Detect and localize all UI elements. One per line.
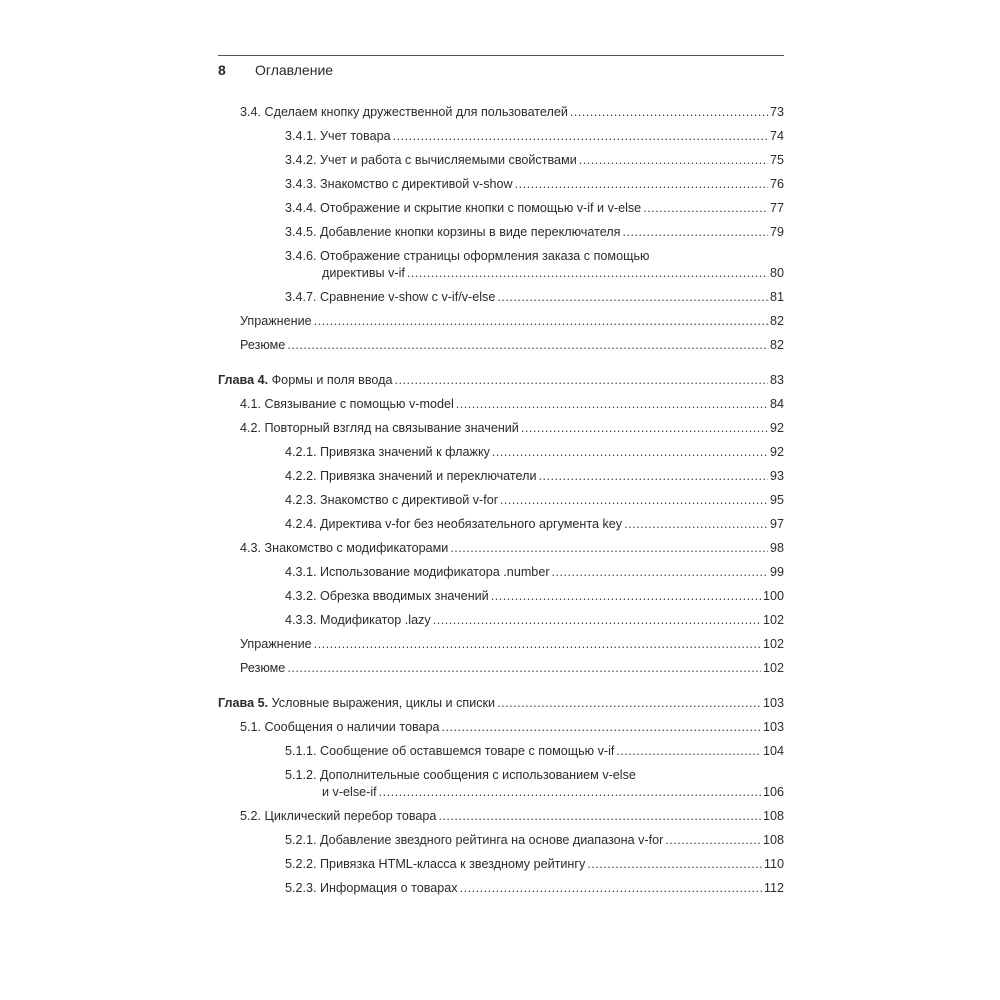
toc-entry[interactable] — [218, 196, 784, 220]
toc-page-number: 81 — [769, 290, 784, 304]
toc-entry[interactable] — [218, 804, 784, 828]
toc-entry-title: 4.2. Повторный взгляд на связывание значений — [240, 421, 519, 435]
toc-entry[interactable] — [218, 632, 784, 656]
toc-entry-title: 4.3.1. Использование модификатора .number — [285, 565, 550, 579]
toc-entry[interactable] — [218, 512, 784, 536]
toc-entry[interactable] — [218, 285, 784, 309]
dot-leader — [552, 560, 768, 584]
toc-entry-title: 3.4.5. Добавление кнопки корзины в виде переключателя — [285, 225, 621, 239]
toc-page-number: 82 — [769, 338, 784, 352]
dot-leader — [314, 309, 768, 333]
toc-entry-title: 3.4.7. Сравнение v-show с v-if/v-else — [285, 290, 496, 304]
toc-entry[interactable] — [218, 416, 784, 440]
chapter-label: Глава 4. — [218, 373, 269, 387]
dot-leader — [492, 440, 768, 464]
toc-entry-title: 4.3.3. Модификатор .lazy — [285, 613, 431, 627]
toc-entry-title: 4.3.2. Обрезка вводимых значений — [285, 589, 489, 603]
dot-leader — [497, 691, 761, 715]
dot-leader — [442, 715, 761, 739]
toc-entry[interactable] — [218, 309, 784, 333]
toc-entry-title: 4.2.2. Привязка значений и переключатели — [285, 469, 537, 483]
dot-leader — [379, 780, 761, 804]
toc-entry-title: 3.4.2. Учет и работа с вычисляемыми свойствами — [285, 153, 577, 167]
toc-page-number: 102 — [762, 613, 784, 627]
toc-entry-title: Условные выражения, циклы и списки — [271, 696, 496, 710]
toc-entry-title: 3.4. Сделаем кнопку дружественной для пользователей — [240, 105, 568, 119]
toc-entry-title: 3.4.3. Знакомство с директивой v-show — [285, 177, 513, 191]
toc-entry-title: Резюме — [240, 338, 286, 352]
toc-page-number: 100 — [762, 589, 784, 603]
toc-page-number: 92 — [769, 421, 784, 435]
dot-leader — [450, 536, 768, 560]
toc-entry-title: Упражнение — [240, 637, 312, 651]
toc-entry-title: 3.4.6. Отображение страницы оформления заказа с помощью — [285, 249, 650, 263]
toc-page-number: 84 — [769, 397, 784, 411]
dot-leader — [624, 512, 768, 536]
toc-page-number: 108 — [762, 809, 784, 823]
toc-entry[interactable] — [218, 560, 784, 584]
toc-page-number: 110 — [763, 857, 784, 871]
toc-page-number: 103 — [762, 720, 784, 734]
page-number: 8 — [218, 62, 226, 78]
toc-page-number: 79 — [769, 225, 784, 239]
dot-leader — [521, 416, 768, 440]
chapter-label: Глава 5. — [218, 696, 269, 710]
toc-page-number: 92 — [769, 445, 784, 459]
toc-page-number: 76 — [769, 177, 784, 191]
dot-leader — [287, 656, 761, 680]
toc-entry-title: 5.2.1. Добавление звездного рейтинга на основе диапазона v-for — [285, 833, 664, 847]
toc-entry[interactable] — [218, 333, 784, 357]
dot-leader — [622, 220, 768, 244]
toc-entry[interactable] — [218, 763, 784, 804]
toc-page-number: 73 — [769, 105, 784, 119]
toc-entry[interactable] — [218, 715, 784, 739]
header-rule — [218, 55, 784, 56]
toc-entry-title: 4.1. Связывание с помощью v-model — [240, 397, 454, 411]
toc-page-number: 112 — [763, 881, 784, 895]
toc-entry-title: 4.2.1. Привязка значений к флажку — [285, 445, 490, 459]
toc-entry-title: 5.2.2. Привязка HTML-класса к звездному рейтингу — [285, 857, 586, 871]
toc-page-number: 102 — [762, 637, 784, 651]
toc-page-number: 104 — [762, 744, 784, 758]
toc-entry[interactable] — [218, 148, 784, 172]
dot-leader — [314, 632, 761, 656]
toc-page-number: 74 — [769, 129, 784, 143]
dot-leader — [570, 100, 768, 124]
dot-leader — [287, 333, 768, 357]
toc-chapter[interactable] — [218, 368, 784, 392]
toc-page-number: 106 — [762, 785, 784, 799]
toc-page-number: 77 — [769, 201, 784, 215]
toc-entry[interactable] — [218, 464, 784, 488]
toc-entry-title: 4.2.4. Директива v-for без необязательного аргумента key — [285, 517, 623, 531]
toc-page-number: 75 — [769, 153, 784, 167]
dot-leader — [460, 876, 762, 900]
dot-leader — [515, 172, 768, 196]
toc-entry-title: 5.2.3. Информация о товарах — [285, 881, 458, 895]
dot-leader — [438, 804, 761, 828]
toc-page-number: 80 — [769, 266, 784, 280]
toc-page-number: 93 — [769, 469, 784, 483]
toc-entry-title: 5.1.1. Сообщение об оставшемся товаре с помощью v-if — [285, 744, 615, 758]
dot-leader — [587, 852, 762, 876]
toc-page-number: 103 — [762, 696, 784, 710]
toc-entry[interactable] — [218, 244, 784, 285]
dot-leader — [491, 584, 761, 608]
table-of-contents — [218, 100, 784, 900]
dot-leader — [393, 124, 768, 148]
toc-entry-title: 5.1.2. Дополнительные сообщения с использованием v-else — [285, 768, 636, 782]
toc-entry[interactable] — [218, 828, 784, 852]
toc-entry-title: Формы и поля ввода — [271, 373, 393, 387]
toc-entry[interactable] — [218, 124, 784, 148]
toc-entry-title: 3.4.1. Учет товара — [285, 129, 391, 143]
toc-page-number: 99 — [769, 565, 784, 579]
dot-leader — [539, 464, 768, 488]
toc-entry[interactable] — [218, 876, 784, 900]
toc-entry[interactable] — [218, 100, 784, 124]
toc-entry[interactable] — [218, 392, 784, 416]
toc-page-number: 108 — [762, 833, 784, 847]
toc-page-number: 102 — [762, 661, 784, 675]
dot-leader — [643, 196, 768, 220]
toc-entry[interactable] — [218, 536, 784, 560]
toc-page-number: 98 — [769, 541, 784, 555]
toc-page-number: 83 — [769, 373, 784, 387]
toc-page-number: 97 — [769, 517, 784, 531]
dot-leader — [616, 739, 761, 763]
dot-leader — [665, 828, 761, 852]
dot-leader — [497, 285, 768, 309]
dot-leader — [579, 148, 768, 172]
toc-entry[interactable] — [218, 656, 784, 680]
toc-entry-title: 4.2.3. Знакомство с директивой v-for — [285, 493, 498, 507]
toc-entry[interactable] — [218, 488, 784, 512]
toc-chapter[interactable] — [218, 691, 784, 715]
toc-entry[interactable] — [218, 440, 784, 464]
dot-leader — [407, 261, 768, 285]
toc-entry[interactable] — [218, 220, 784, 244]
toc-entry[interactable] — [218, 852, 784, 876]
dot-leader — [500, 488, 768, 512]
toc-page-number: 95 — [769, 493, 784, 507]
toc-entry-title-continuation: директивы v-if — [322, 266, 405, 280]
toc-page-number: 82 — [769, 314, 784, 328]
toc-entry-title: 5.2. Циклический перебор товара — [240, 809, 437, 823]
dot-leader — [394, 368, 768, 392]
toc-entry-title: 4.3. Знакомство с модификаторами — [240, 541, 449, 555]
running-title: Оглавление — [255, 62, 334, 78]
toc-entry[interactable] — [218, 584, 784, 608]
toc-entry[interactable] — [218, 739, 784, 763]
toc-entry-title: 5.1. Сообщения о наличии товара — [240, 720, 440, 734]
dot-leader — [433, 608, 761, 632]
toc-entry-title: Упражнение — [240, 314, 312, 328]
dot-leader — [456, 392, 768, 416]
toc-entry[interactable] — [218, 608, 784, 632]
toc-entry-title-continuation: и v-else-if — [322, 785, 377, 799]
toc-entry[interactable] — [218, 172, 784, 196]
toc-entry-title: Резюме — [240, 661, 286, 675]
toc-entry-title: 3.4.4. Отображение и скрытие кнопки с помощью v-if и v-else — [285, 201, 642, 215]
